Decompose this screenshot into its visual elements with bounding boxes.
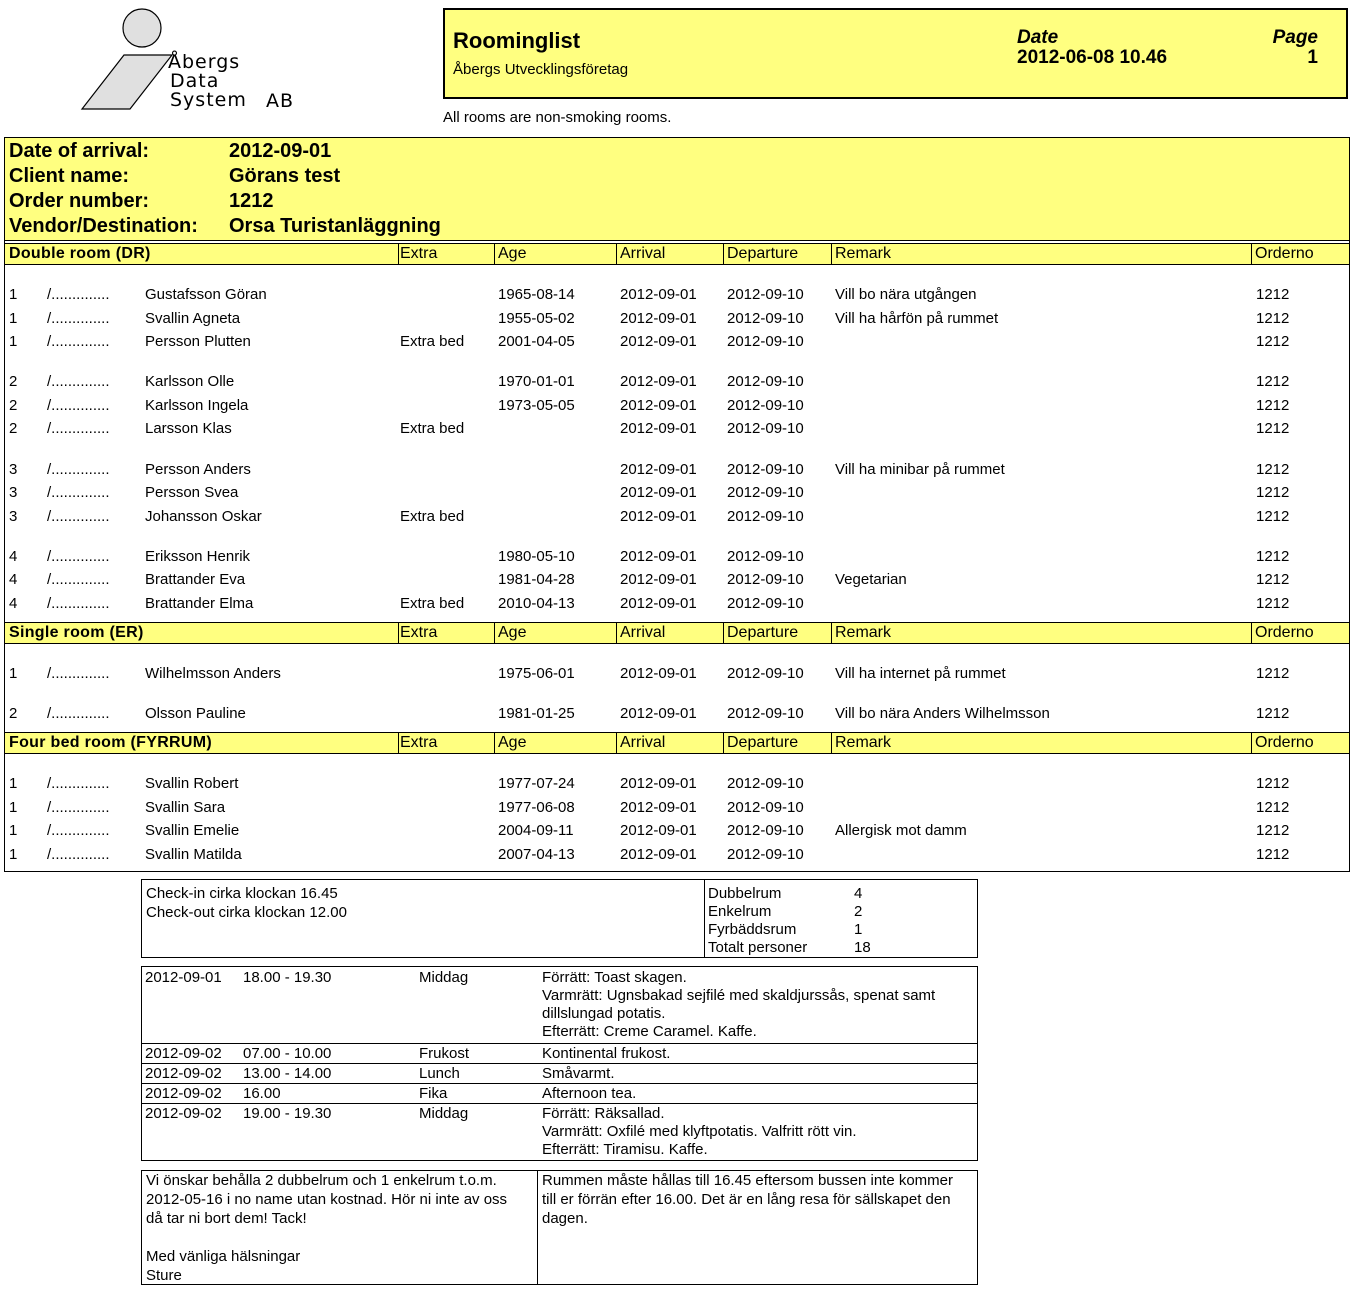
room-number: 4 bbox=[9, 595, 18, 612]
meal-menu-line: Varmrätt: Oxfilé med klyftpotatis. Valfritt rött vin. bbox=[542, 1123, 857, 1140]
extra-bed: Extra bed bbox=[400, 420, 465, 437]
meal-menu-line: Efterrätt: Tiramisu. Kaffe. bbox=[542, 1141, 708, 1158]
meal-time: 13.00 - 14.00 bbox=[243, 1065, 332, 1082]
checkout-text: Check-out cirka klockan 12.00 bbox=[146, 904, 347, 921]
section-name: Four bed room (FYRRUM) bbox=[9, 734, 213, 751]
arrival-date: 2012-09-01 bbox=[620, 310, 697, 327]
table-row bbox=[0, 310, 1350, 332]
remark: Vill bo nära Anders Wilhelmsson bbox=[835, 705, 1050, 722]
column-separator bbox=[494, 733, 495, 753]
summary-divider bbox=[704, 880, 705, 957]
table-row bbox=[0, 420, 1350, 442]
summary-label: Dubbelrum bbox=[708, 885, 782, 902]
meal-type: Middag bbox=[419, 1105, 469, 1122]
client-label: Client name: bbox=[9, 165, 130, 187]
checkin-text: Check-in cirka klockan 16.45 bbox=[146, 885, 338, 902]
order-number: 1212 bbox=[1256, 548, 1290, 565]
room-number: 3 bbox=[9, 461, 18, 478]
order-info-block bbox=[5, 138, 1349, 241]
meal-time: 18.00 - 19.30 bbox=[243, 969, 332, 986]
column-header-age: Age bbox=[498, 734, 527, 751]
table-row bbox=[0, 799, 1350, 821]
summary-value: 1 bbox=[854, 921, 863, 938]
order-number: 1212 bbox=[1256, 373, 1290, 390]
table-row bbox=[0, 548, 1350, 570]
column-separator bbox=[1251, 733, 1252, 753]
column-header-departure: Departure bbox=[727, 734, 799, 751]
guest-name: Svallin Agneta bbox=[145, 310, 241, 327]
note-line: Vi önskar behålla 2 dubbelrum och 1 enkelrum t.o.m. bbox=[146, 1172, 497, 1189]
signature-line: /.............. bbox=[47, 595, 110, 612]
room-number: 2 bbox=[9, 397, 18, 414]
room-number: 1 bbox=[9, 799, 18, 816]
order-number: 1212 bbox=[1256, 846, 1290, 863]
meal-menu-line: dillslungad potatis. bbox=[542, 1005, 666, 1022]
guest-name: Wilhelmsson Anders bbox=[145, 665, 281, 682]
guest-name: Karlsson Ingela bbox=[145, 397, 249, 414]
room-number: 1 bbox=[9, 333, 18, 350]
age: 2010-04-13 bbox=[498, 595, 575, 612]
room-number: 1 bbox=[9, 286, 18, 303]
table-row bbox=[0, 571, 1350, 593]
remark: Vill ha minibar på rummet bbox=[835, 461, 1005, 478]
table-row bbox=[0, 665, 1350, 687]
signature-line: /.............. bbox=[47, 846, 110, 863]
date-label: Date bbox=[1017, 27, 1059, 48]
order-label: Order number: bbox=[9, 190, 150, 212]
table-row bbox=[0, 705, 1350, 727]
column-separator bbox=[616, 244, 617, 264]
order-number: 1212 bbox=[1256, 775, 1290, 792]
room-number: 1 bbox=[9, 665, 18, 682]
arrival-date: 2012-09-01 bbox=[620, 373, 697, 390]
column-separator bbox=[494, 623, 495, 643]
meal-time: 19.00 - 19.30 bbox=[243, 1105, 332, 1122]
room-number: 2 bbox=[9, 705, 18, 722]
room-number: 4 bbox=[9, 548, 18, 565]
meal-type: Frukost bbox=[419, 1045, 470, 1062]
order-number: 1212 bbox=[1256, 286, 1290, 303]
age: 1955-05-02 bbox=[498, 310, 575, 327]
remark: Vill ha internet på rummet bbox=[835, 665, 1006, 682]
age: 1965-08-14 bbox=[498, 286, 575, 303]
extra-bed: Extra bed bbox=[400, 595, 465, 612]
arrival-date: 2012-09-01 bbox=[620, 420, 697, 437]
vendor-label: Vendor/Destination: bbox=[9, 215, 198, 237]
meal-type: Lunch bbox=[419, 1065, 460, 1082]
section-header-1 bbox=[5, 622, 1349, 644]
meal-divider bbox=[142, 1083, 977, 1084]
guest-name: Johansson Oskar bbox=[145, 508, 262, 525]
column-separator bbox=[723, 244, 724, 264]
notes-divider bbox=[537, 1171, 538, 1284]
order-number: 1212 bbox=[1256, 571, 1290, 588]
signature-line: /.............. bbox=[47, 799, 110, 816]
column-separator bbox=[723, 733, 724, 753]
meal-time: 16.00 bbox=[243, 1085, 281, 1102]
signature-line: /.............. bbox=[47, 508, 110, 525]
signature-line: /.............. bbox=[47, 420, 110, 437]
logo-text-line1: Åbergs bbox=[168, 51, 241, 73]
meal-menu-line: Efterrätt: Creme Caramel. Kaffe. bbox=[542, 1023, 757, 1040]
table-row bbox=[0, 822, 1350, 844]
order-number: 1212 bbox=[1256, 420, 1290, 437]
column-header-age: Age bbox=[498, 624, 527, 641]
meal-date: 2012-09-01 bbox=[145, 969, 222, 986]
column-header-orderno: Orderno bbox=[1255, 245, 1314, 262]
room-number: 2 bbox=[9, 373, 18, 390]
table-row bbox=[0, 775, 1350, 797]
age: 1973-05-05 bbox=[498, 397, 575, 414]
column-header-extra: Extra bbox=[400, 734, 438, 751]
remark: Vill ha hårfön på rummet bbox=[835, 310, 999, 327]
remark: Allergisk mot damm bbox=[835, 822, 967, 839]
column-separator bbox=[616, 733, 617, 753]
order-number: 1212 bbox=[1256, 484, 1290, 501]
arrival-date: 2012-09-01 bbox=[620, 571, 697, 588]
summary-label: Fyrbäddsrum bbox=[708, 921, 797, 938]
column-separator bbox=[494, 244, 495, 264]
page-number: 1 bbox=[1307, 47, 1318, 68]
meal-date: 2012-09-02 bbox=[145, 1105, 222, 1122]
order-number: 1212 bbox=[1256, 333, 1290, 350]
section-name: Single room (ER) bbox=[9, 624, 144, 641]
column-header-extra: Extra bbox=[400, 245, 438, 262]
signature-line: /.............. bbox=[47, 286, 110, 303]
guest-name: Eriksson Henrik bbox=[145, 548, 251, 565]
arrival-date: 2012-09-01 bbox=[620, 775, 697, 792]
departure-date: 2012-09-10 bbox=[727, 397, 804, 414]
age: 1981-04-28 bbox=[498, 571, 575, 588]
logo-text-line3: System bbox=[170, 89, 247, 111]
age: 2001-04-05 bbox=[498, 333, 575, 350]
guest-name: Persson Svea bbox=[145, 484, 239, 501]
order-number: 1212 bbox=[1256, 508, 1290, 525]
order-number: 1212 bbox=[1256, 705, 1290, 722]
departure-date: 2012-09-10 bbox=[727, 461, 804, 478]
page-label: Page bbox=[1272, 27, 1318, 48]
column-separator bbox=[398, 244, 399, 264]
note-line: Sture bbox=[146, 1267, 182, 1284]
report-title: Roominglist bbox=[453, 28, 581, 53]
age: 1975-06-01 bbox=[498, 665, 575, 682]
report-header bbox=[443, 8, 1348, 99]
guest-name: Karlsson Olle bbox=[145, 373, 235, 390]
table-row bbox=[0, 461, 1350, 483]
departure-date: 2012-09-10 bbox=[727, 484, 804, 501]
section-name: Double room (DR) bbox=[9, 245, 151, 262]
guest-name: Svallin Emelie bbox=[145, 822, 240, 839]
logo-text-line2: Data bbox=[170, 70, 220, 92]
meal-menu-line: Småvarmt. bbox=[542, 1065, 615, 1082]
column-header-departure: Departure bbox=[727, 245, 799, 262]
meal-type: Fika bbox=[419, 1085, 448, 1102]
guest-name: Olsson Pauline bbox=[145, 705, 246, 722]
column-header-arrival: Arrival bbox=[620, 245, 666, 262]
note-line: dagen. bbox=[542, 1210, 588, 1227]
age: 1970-01-01 bbox=[498, 373, 575, 390]
meal-divider bbox=[142, 1063, 977, 1064]
vendor-value: Orsa Turistanläggning bbox=[229, 215, 441, 237]
meal-type: Middag bbox=[419, 969, 469, 986]
section-header-2 bbox=[5, 732, 1349, 754]
notes-left bbox=[146, 1172, 534, 1282]
guest-name: Brattander Elma bbox=[145, 595, 254, 612]
column-separator bbox=[616, 623, 617, 643]
order-number: 1212 bbox=[1256, 461, 1290, 478]
age: 1980-05-10 bbox=[498, 548, 575, 565]
summary-label: Totalt personer bbox=[708, 939, 808, 956]
departure-date: 2012-09-10 bbox=[727, 799, 804, 816]
arrival-date: 2012-09-01 bbox=[620, 595, 697, 612]
departure-date: 2012-09-10 bbox=[727, 665, 804, 682]
column-header-departure: Departure bbox=[727, 624, 799, 641]
arrival-date: 2012-09-01 bbox=[620, 548, 697, 565]
age: 2007-04-13 bbox=[498, 846, 575, 863]
meal-date: 2012-09-02 bbox=[145, 1045, 222, 1062]
room-summary bbox=[708, 885, 968, 955]
note-line: Med vänliga hälsningar bbox=[146, 1248, 301, 1265]
departure-date: 2012-09-10 bbox=[727, 595, 804, 612]
notes-box bbox=[141, 1170, 978, 1285]
remark: Vill bo nära utgången bbox=[835, 286, 977, 303]
company-logo bbox=[80, 8, 320, 118]
notes-right bbox=[542, 1172, 974, 1282]
arrival-date: 2012-09-01 bbox=[620, 799, 697, 816]
departure-date: 2012-09-10 bbox=[727, 310, 804, 327]
age: 1977-06-08 bbox=[498, 799, 575, 816]
note-line: då tar ni bort dem! Tack! bbox=[146, 1210, 307, 1227]
arrival-date: 2012-09-01 bbox=[620, 397, 697, 414]
meal-menu-line: Varmrätt: Ugnsbakad sejfilé med skaldjurssås, spenat samt bbox=[542, 987, 936, 1004]
column-separator bbox=[831, 623, 832, 643]
guest-name: Larsson Klas bbox=[145, 420, 232, 437]
room-number: 1 bbox=[9, 775, 18, 792]
arrival-date: 2012-09-01 bbox=[620, 508, 697, 525]
column-separator bbox=[1251, 623, 1252, 643]
departure-date: 2012-09-10 bbox=[727, 822, 804, 839]
note-line: 2012-05-16 i no name utan kostnad. Hör ni inte av oss bbox=[146, 1191, 508, 1208]
table-row bbox=[0, 508, 1350, 530]
column-separator bbox=[723, 623, 724, 643]
extra-bed: Extra bed bbox=[400, 508, 465, 525]
guest-name: Svallin Sara bbox=[145, 799, 226, 816]
room-number: 2 bbox=[9, 420, 18, 437]
departure-date: 2012-09-10 bbox=[727, 286, 804, 303]
room-number: 3 bbox=[9, 484, 18, 501]
table-row bbox=[0, 595, 1350, 617]
guest-name: Persson Plutten bbox=[145, 333, 251, 350]
order-number: 1212 bbox=[1256, 665, 1290, 682]
meal-menu-line: Kontinental frukost. bbox=[542, 1045, 671, 1062]
note-line: till er förrän efter 16.00. Det är en lång resa för sällskapet den bbox=[542, 1191, 951, 1208]
table-row bbox=[0, 397, 1350, 419]
signature-line: /.............. bbox=[47, 397, 110, 414]
remark: Vegetarian bbox=[835, 571, 907, 588]
logo-text-line4: AB bbox=[266, 90, 295, 112]
column-separator bbox=[398, 623, 399, 643]
departure-date: 2012-09-10 bbox=[727, 705, 804, 722]
age: 1977-07-24 bbox=[498, 775, 575, 792]
client-value: Görans test bbox=[229, 165, 341, 187]
table-row bbox=[0, 286, 1350, 308]
summary-value: 18 bbox=[854, 939, 871, 956]
age: 2004-09-11 bbox=[498, 822, 574, 839]
meal-menu-line: Förrätt: Toast skagen. bbox=[542, 969, 687, 986]
arrival-date: 2012-09-01 bbox=[620, 665, 697, 682]
room-number: 1 bbox=[9, 310, 18, 327]
extra-bed: Extra bed bbox=[400, 333, 465, 350]
departure-date: 2012-09-10 bbox=[727, 846, 804, 863]
departure-date: 2012-09-10 bbox=[727, 373, 804, 390]
summary-label: Enkelrum bbox=[708, 903, 772, 920]
signature-line: /.............. bbox=[47, 571, 110, 588]
signature-line: /.............. bbox=[47, 548, 110, 565]
table-row bbox=[0, 373, 1350, 395]
order-value: 1212 bbox=[229, 190, 274, 212]
signature-line: /.............. bbox=[47, 484, 110, 501]
signature-line: /.............. bbox=[47, 461, 110, 478]
signature-line: /.............. bbox=[47, 775, 110, 792]
order-number: 1212 bbox=[1256, 595, 1290, 612]
arrival-date: 2012-09-01 bbox=[620, 846, 697, 863]
guest-name: Svallin Matilda bbox=[145, 846, 242, 863]
section-header-0 bbox=[5, 243, 1349, 265]
meal-divider bbox=[142, 1103, 977, 1104]
arrival-value: 2012-09-01 bbox=[229, 140, 332, 162]
room-number: 1 bbox=[9, 822, 18, 839]
column-separator bbox=[1251, 244, 1252, 264]
signature-line: /.............. bbox=[47, 310, 110, 327]
company-name: Åbergs Utvecklingsföretag bbox=[453, 61, 629, 78]
guest-name: Svallin Robert bbox=[145, 775, 239, 792]
column-header-age: Age bbox=[498, 245, 527, 262]
summary-value: 4 bbox=[854, 885, 863, 902]
guest-name: Brattander Eva bbox=[145, 571, 246, 588]
meal-time: 07.00 - 10.00 bbox=[243, 1045, 332, 1062]
note-line: Rummen måste hållas till 16.45 eftersom bussen inte kommer bbox=[542, 1172, 954, 1189]
signature-line: /.............. bbox=[47, 822, 110, 839]
column-separator bbox=[398, 733, 399, 753]
column-separator bbox=[831, 244, 832, 264]
signature-line: /.............. bbox=[47, 373, 110, 390]
signature-line: /.............. bbox=[47, 665, 110, 682]
column-separator bbox=[831, 733, 832, 753]
meals-schedule-box bbox=[141, 966, 978, 1161]
departure-date: 2012-09-10 bbox=[727, 420, 804, 437]
order-number: 1212 bbox=[1256, 397, 1290, 414]
arrival-date: 2012-09-01 bbox=[620, 333, 697, 350]
arrival-date: 2012-09-01 bbox=[620, 461, 697, 478]
signature-line: /.............. bbox=[47, 705, 110, 722]
column-header-orderno: Orderno bbox=[1255, 734, 1314, 751]
age: 1981-01-25 bbox=[498, 705, 575, 722]
departure-date: 2012-09-10 bbox=[727, 775, 804, 792]
guest-name: Persson Anders bbox=[145, 461, 251, 478]
non-smoking-note: All rooms are non-smoking rooms. bbox=[443, 109, 672, 126]
summary-value: 2 bbox=[854, 903, 863, 920]
column-header-remark: Remark bbox=[835, 734, 892, 751]
order-number: 1212 bbox=[1256, 310, 1290, 327]
departure-date: 2012-09-10 bbox=[727, 333, 804, 350]
departure-date: 2012-09-10 bbox=[727, 508, 804, 525]
room-number: 3 bbox=[9, 508, 18, 525]
date-value: 2012-06-08 10.46 bbox=[1017, 47, 1168, 68]
meal-menu-line: Förrätt: Räksallad. bbox=[542, 1105, 665, 1122]
meal-date: 2012-09-02 bbox=[145, 1065, 222, 1082]
column-header-remark: Remark bbox=[835, 245, 892, 262]
column-header-arrival: Arrival bbox=[620, 734, 666, 751]
table-row bbox=[0, 484, 1350, 506]
departure-date: 2012-09-10 bbox=[727, 571, 804, 588]
meal-divider bbox=[142, 1043, 977, 1044]
column-header-arrival: Arrival bbox=[620, 624, 666, 641]
order-number: 1212 bbox=[1256, 822, 1290, 839]
room-number: 1 bbox=[9, 846, 18, 863]
arrival-date: 2012-09-01 bbox=[620, 286, 697, 303]
column-header-remark: Remark bbox=[835, 624, 892, 641]
column-header-orderno: Orderno bbox=[1255, 624, 1314, 641]
signature-line: /.............. bbox=[47, 333, 110, 350]
meal-menu-line: Afternoon tea. bbox=[542, 1085, 637, 1102]
meal-date: 2012-09-02 bbox=[145, 1085, 222, 1102]
table-row bbox=[0, 333, 1350, 355]
checkin-summary-box bbox=[141, 879, 978, 958]
arrival-date: 2012-09-01 bbox=[620, 822, 697, 839]
room-number: 4 bbox=[9, 571, 18, 588]
guest-name: Gustafsson Göran bbox=[145, 286, 267, 303]
arrival-date: 2012-09-01 bbox=[620, 484, 697, 501]
order-number: 1212 bbox=[1256, 799, 1290, 816]
departure-date: 2012-09-10 bbox=[727, 548, 804, 565]
arrival-date: 2012-09-01 bbox=[620, 705, 697, 722]
table-row bbox=[0, 846, 1350, 868]
arrival-label: Date of arrival: bbox=[9, 140, 150, 162]
column-header-extra: Extra bbox=[400, 624, 438, 641]
